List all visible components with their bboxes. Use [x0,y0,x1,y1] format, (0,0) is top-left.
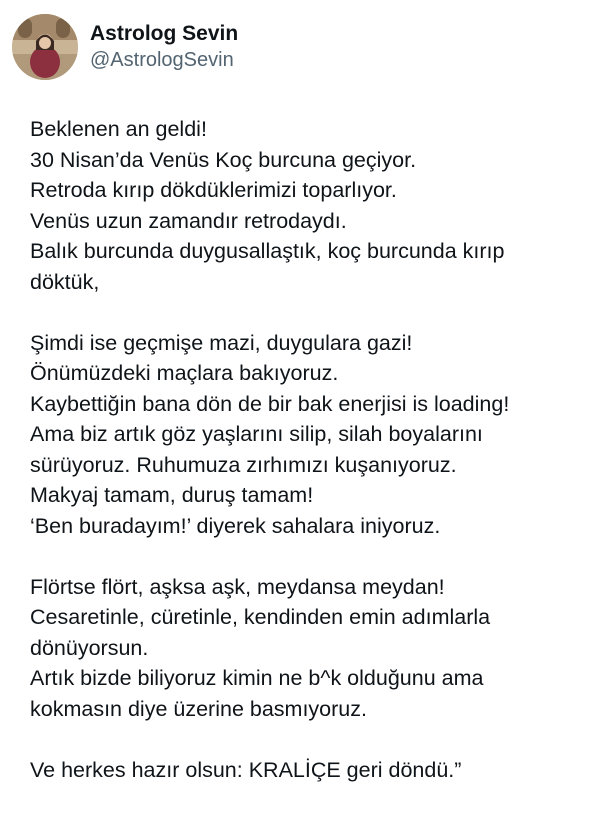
tweet-header [12,14,238,80]
tweet-paragraph [30,328,586,542]
tweet-line: Artık bizde biliyoruz kimin ne b^k olduğunu ama [30,666,484,690]
avatar[interactable] [12,14,78,80]
tweet-line: kokmasın diye üzerine basmıyoruz. [30,696,367,721]
tweet-paragraph [30,572,586,725]
tweet-line: Retroda kırıp dökdüklerimizi toparlıyor. [30,178,397,202]
tweet-line: döktük, [30,269,100,294]
tweet-line: Venüs uzun zamandır retrodaydı. [30,208,347,233]
tweet-line: ‘Ben buradayım!’ diyerek sahalara iniyoruz. [30,513,441,538]
display-name[interactable]: Astrolog Sevin [90,22,239,45]
tweet-line: Balık burcunda duygusallaştık, koç burcunda kırıp [30,239,505,263]
tweet-line: Flörtse flört, aşksa aşk, meydansa meydan! [30,574,445,599]
tweet-line: Önümüzdeki maçlara bakıyoruz. [30,361,339,385]
author-names [90,21,238,73]
tweet-line: dönüyorsun. [30,635,149,660]
tweet-line: Kaybettiğin bana dön de bir bak enerjisi is loading! [30,391,510,416]
user-handle[interactable]: @AstrologSevin [90,49,234,71]
tweet-line: Beklenen an geldi! [30,117,207,141]
tweet-line: sürüyoruz. Ruhumuza zırhımızı kuşanıyoruz. [30,452,457,477]
tweet-line: Şimdi ise geçmişe mazi, duygulara gazi! [30,330,413,355]
tweet-text [30,114,586,785]
tweet-line: Ama biz artık göz yaşlarını silip, silah boyalarını [30,422,483,446]
tweet-line: Makyaj tamam, duruş tamam! [30,483,314,507]
tweet-line: 30 Nisan’da Venüs Koç burcuna geçiyor. [30,147,417,172]
tweet-paragraph [30,755,586,786]
tweet-paragraph [30,114,586,297]
tweet-line: Ve herkes hazır olsun: KRALİÇE geri döndü.” [30,757,462,782]
tweet-line: Cesaretinle, cüretinle, kendinden emin adımlarla [30,605,491,629]
